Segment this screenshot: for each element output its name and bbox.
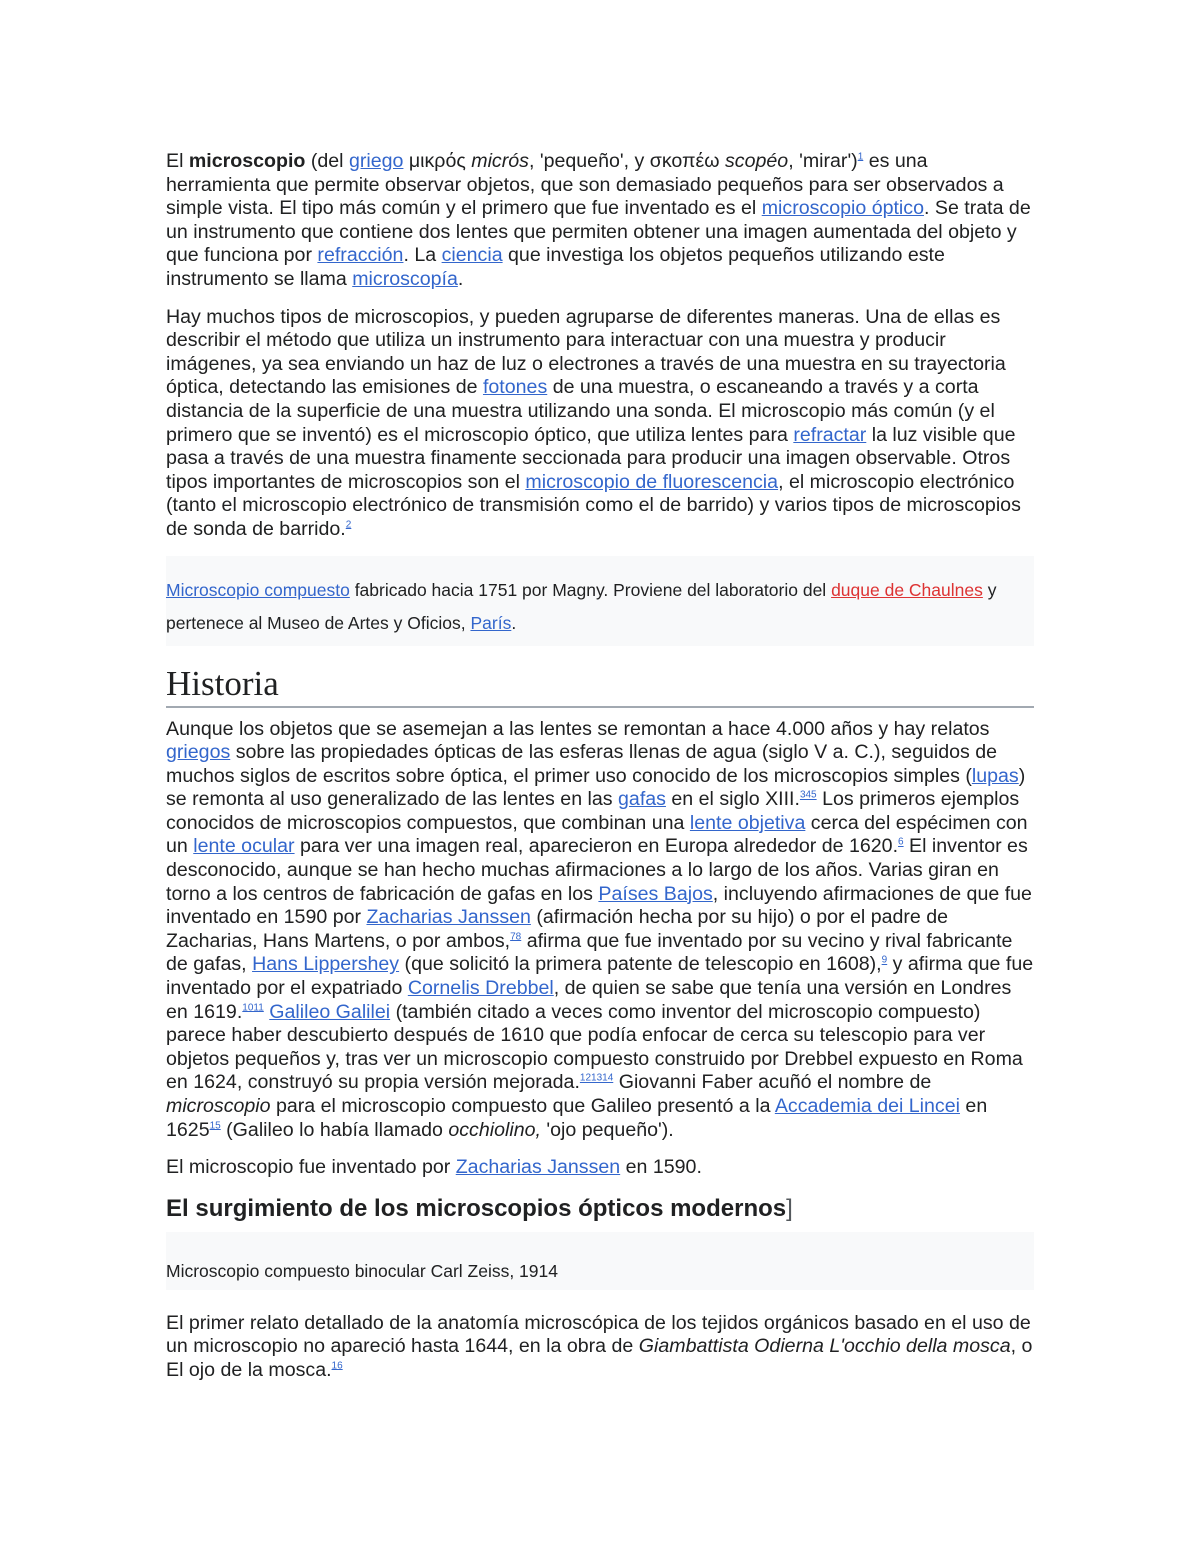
invented-paragraph bbox=[166, 1156, 1034, 1180]
text: cerca del espécimen con un bbox=[166, 811, 1028, 858]
heading-text: El surgimiento de los microscopios ópticos modernos bbox=[166, 1194, 787, 1222]
text: Los primeros ejemplos conocidos de microscopios compuestos, que combinan una bbox=[166, 788, 1020, 834]
text: , de quien se sabe que tenía una versión en Londres en 1619. bbox=[166, 977, 1012, 1023]
intro-paragraph bbox=[166, 150, 1034, 292]
text: y afirma que fue inventado por el expatriado bbox=[166, 953, 1034, 1000]
ref-link[interactable]: 78 bbox=[510, 931, 522, 943]
text: (afirmación hecha por su hijo) o por el padre de Zacharias, Hans Martens, o por ambos, bbox=[166, 906, 949, 952]
text-microscopio-italic: microscopio bbox=[166, 1095, 271, 1117]
ref-link[interactable]: 1 bbox=[857, 151, 864, 163]
text-micros: micrós bbox=[471, 150, 529, 172]
ref-345[interactable] bbox=[800, 790, 817, 801]
text: (que solicitó la primera patente de telescopio en 1608), bbox=[399, 953, 882, 976]
ref-link[interactable]: 2 bbox=[345, 519, 352, 531]
text: , 'mirar') bbox=[788, 150, 858, 172]
text-occhio-della-mosca: Giambattista Odierna L'occhio della mosca bbox=[638, 1335, 1011, 1358]
link-cornelis-drebbel[interactable]: Cornelis Drebbel bbox=[407, 977, 554, 1000]
link-gafas[interactable]: gafas bbox=[618, 788, 666, 811]
ref-link[interactable]: 16 bbox=[331, 1360, 343, 1372]
text: en el siglo XIII. bbox=[665, 788, 800, 811]
ref-1011[interactable] bbox=[242, 1002, 264, 1013]
link-zacharias-janssen[interactable]: Zacharias Janssen bbox=[366, 906, 531, 929]
text: fabricado hacia 1751 por Magny. Proviene del laboratorio del bbox=[349, 579, 832, 600]
text: . bbox=[457, 267, 464, 290]
text: sobre las propiedades ópticas de las esferas llenas de agua (siglo V a. C.), seguidos de muchos siglos de escritos sobre óptica, el primer uso conocido de los microscopios simples ( bbox=[166, 741, 998, 787]
text: en 1590. bbox=[620, 1156, 702, 1179]
image-caption-box-2 bbox=[166, 1232, 1034, 1290]
image-caption-box bbox=[166, 556, 1034, 646]
text-occhiolino: occhiolino, bbox=[448, 1118, 541, 1141]
term-microscopio: microscopio bbox=[188, 150, 306, 172]
link-paises-bajos[interactable]: Países Bajos bbox=[598, 882, 713, 905]
final-paragraph bbox=[166, 1312, 1034, 1383]
ref-121314[interactable] bbox=[580, 1073, 613, 1084]
link-duque-de-chaulnes[interactable]: duque de Chaulnes bbox=[831, 579, 983, 600]
text: ) se remonta al uso generalizado de las lentes en las bbox=[166, 764, 1026, 811]
text: , 'pequeño', y σκοπέω bbox=[528, 150, 725, 172]
link-refractar[interactable]: refractar bbox=[793, 423, 867, 446]
link-ciencia[interactable]: ciencia bbox=[441, 244, 503, 267]
link-microscopio-optico[interactable]: microscopio óptico bbox=[761, 197, 924, 220]
text: 'ojo pequeño'). bbox=[540, 1118, 674, 1141]
text: y pertenece al Museo de Artes y Oficios, bbox=[166, 579, 997, 633]
text: es una herramienta que permite observar objetos, que son demasiado pequeños para ser observados a simple vista. El tipo más común y el primero que fue inventado es el bbox=[166, 150, 1004, 220]
link-lente-objetiva[interactable]: lente objetiva bbox=[689, 811, 806, 834]
image-caption-2: Microscopio compuesto binocular Carl Zeiss, 1914 bbox=[166, 1260, 558, 1281]
article bbox=[166, 150, 1034, 1383]
link-lente-ocular[interactable]: lente ocular bbox=[193, 835, 295, 858]
ref-link[interactable]: 345 bbox=[799, 789, 817, 801]
link-accademia-dei-lincei[interactable]: Accademia dei Lincei bbox=[774, 1095, 960, 1117]
section-heading-historia: Historia bbox=[166, 664, 1034, 708]
historia-paragraph bbox=[166, 718, 1034, 1143]
link-microscopio-compuesto[interactable]: Microscopio compuesto bbox=[166, 579, 350, 600]
ref-15[interactable] bbox=[210, 1120, 221, 1131]
text: El microscopio fue inventado por bbox=[166, 1156, 456, 1179]
link-microscopio-fluorescencia[interactable]: microscopio de fluorescencia bbox=[525, 470, 779, 493]
text: Aunque los objetos que se asemejan a las lentes se remontan a hace 4.000 años y hay relatos bbox=[166, 717, 990, 740]
ref-2[interactable] bbox=[346, 519, 352, 530]
section-heading-opticos-modernos bbox=[166, 1194, 1034, 1224]
text: en 1625 bbox=[166, 1095, 988, 1141]
text: la luz visible que pasa a través de una muestra finamente seccionada para producir una imagen observable. Otros tipos importantes de microscopios son el bbox=[166, 423, 1016, 493]
link-refraccion[interactable]: refracción bbox=[317, 244, 404, 267]
text: para el microscopio compuesto que Galileo presentó a la bbox=[270, 1095, 775, 1117]
link-lupas[interactable]: lupas bbox=[971, 764, 1019, 787]
ref-16[interactable] bbox=[332, 1360, 343, 1371]
link-microscopia[interactable]: microscopía bbox=[352, 267, 458, 290]
text: Hay muchos tipos de microscopios, y pueden agruparse de diferentes maneras. Una de ellas es describir el método que utiliza un instrumento para interactuar con una muestra y producir imágenes, ya sea enviando un haz de luz o electrones a través de una muestra en su trayectoria óptica, detectando las emisiones de bbox=[166, 305, 1006, 399]
link-fotones[interactable]: fotones bbox=[482, 376, 548, 399]
text-scopeo: scopéo bbox=[725, 150, 789, 172]
text: para ver una imagen real, aparecieron en Europa alrededor de 1620. bbox=[294, 835, 899, 858]
ref-link[interactable]: 9 bbox=[881, 954, 888, 966]
ref-link[interactable]: 121314 bbox=[579, 1072, 614, 1084]
text: , o El ojo de la mosca. bbox=[166, 1335, 1033, 1381]
text: que investiga los objetos pequeños utilizando este instrumento se llama bbox=[166, 244, 945, 290]
text: de una muestra, o escaneando a través y a corta distancia de la superficie de una muestra utilizando una sonda. El microscopio más común (y el primero que se inventó) es el microscopio óptico, que utiliza lentes para bbox=[166, 376, 995, 446]
link-griego[interactable]: griego bbox=[348, 150, 404, 172]
text: Giovanni Faber acuñó el nombre de bbox=[613, 1071, 932, 1094]
types-paragraph bbox=[166, 306, 1034, 542]
text: . Se trata de un instrumento que contiene dos lentes que permiten obtener una imagen aumentada del objeto y que funciona por bbox=[166, 197, 1031, 267]
link-hans-lippershey[interactable]: Hans Lippershey bbox=[252, 953, 400, 976]
text: , el microscopio electrónico (tanto el microscopio electrónico de transmisión como el de barrido) y varios tipos de microscopios de sonda de barrido. bbox=[166, 470, 1021, 540]
text: (también citado a veces como inventor del microscopio compuesto) parece haber descubierto después de 1610 que podía enfocar de cerca su telescopio para ver objetos pequeños y, tras ver un microscopio compuesto construido por Drebbel expuesto en Roma en 1624, construyó su propia versión mejorada. bbox=[166, 1000, 1023, 1094]
text: El inventor es desconocido, aunque se han hecho muchas afirmaciones a lo largo de los años. Varias giran en torno a los centros de fabricación de gafas en los bbox=[166, 835, 1028, 905]
text: . La bbox=[403, 244, 442, 267]
ref-78[interactable] bbox=[510, 931, 521, 942]
edit-bracket: ] bbox=[786, 1194, 793, 1222]
text: afirma que fue inventado por su vecino y rival fabricante de gafas, bbox=[166, 929, 1013, 976]
link-zacharias-janssen-2[interactable]: Zacharias Janssen bbox=[455, 1156, 621, 1179]
link-griegos[interactable]: griegos bbox=[166, 741, 231, 764]
ref-link[interactable]: 1011 bbox=[242, 1002, 264, 1014]
text: (del bbox=[305, 150, 349, 172]
text: , incluyendo afirmaciones de que fue inventado en 1590 por bbox=[166, 882, 1032, 929]
link-paris[interactable]: París bbox=[470, 612, 512, 633]
ref-link[interactable]: 15 bbox=[209, 1120, 221, 1132]
image-caption bbox=[166, 574, 1034, 640]
ref-link[interactable]: 6 bbox=[898, 836, 904, 848]
text: El bbox=[166, 150, 189, 172]
text: (Galileo lo había llamado bbox=[220, 1118, 449, 1141]
text: El primer relato detallado de la anatomía microscópica de los tejidos orgánicos basado en el uso de un microscopio no apareció hasta 1644, en la obra de bbox=[166, 1311, 1031, 1358]
link-galileo-galilei[interactable]: Galileo Galilei bbox=[269, 1000, 391, 1023]
text: μικρός bbox=[403, 150, 472, 172]
text: . bbox=[511, 612, 517, 633]
